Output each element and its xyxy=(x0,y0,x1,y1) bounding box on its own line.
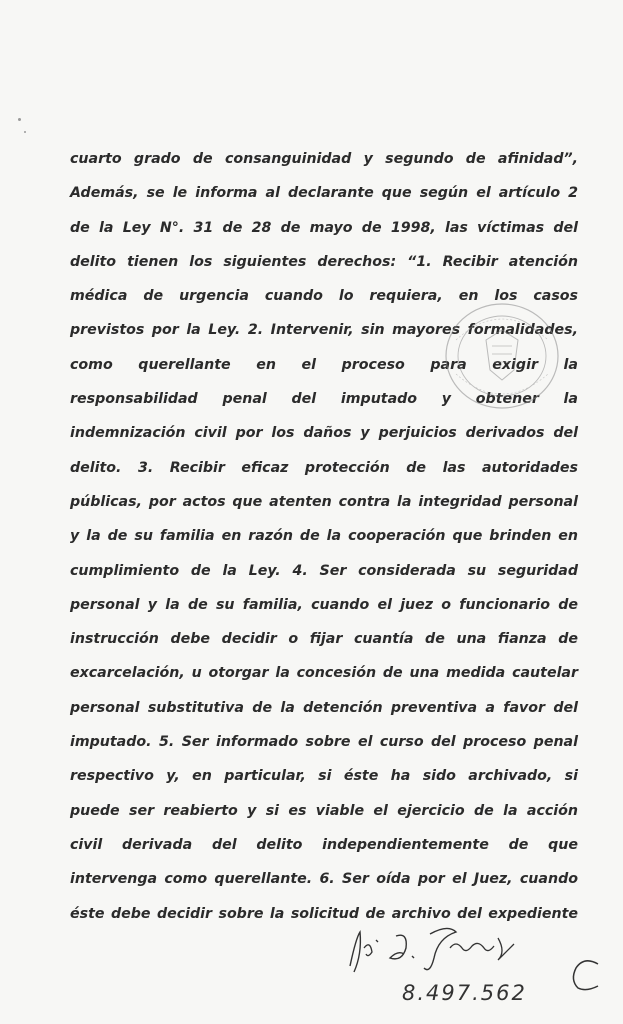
text-line: cuarto grado de consanguinidad y segundo de afinidad”, xyxy=(70,151,578,167)
signature-id-number xyxy=(400,970,560,1010)
text-line: médica de urgencia cuando lo requiera, en los casos xyxy=(70,288,578,305)
text-line: y la de su familia en razón de la cooperación que brinden en xyxy=(70,528,578,545)
svg-text:8.497.562: 8.497.562 xyxy=(402,981,527,1005)
text-line: personal y la de su familia, cuando el juez o funcionario de xyxy=(70,596,578,613)
text-line: como querellante en el proceso para exigir la xyxy=(70,356,578,373)
corner-mark-c xyxy=(560,950,610,1000)
handwritten-signature xyxy=(338,918,538,978)
text-line: personal substitutiva de la detención preventiva a favor del xyxy=(70,699,578,716)
official-seal-stamp xyxy=(442,300,562,412)
text-line: indemnización civil por los daños y perjuicios derivados del xyxy=(70,425,578,442)
scan-speck xyxy=(24,131,26,133)
text-line: Además, se le informa al declarante que según el artículo 2 xyxy=(70,185,578,202)
text-line: cumplimiento de la Ley. 4. Ser considerada su seguridad xyxy=(70,562,578,579)
text-line: instrucción debe decidir o fijar cuantía de una fianza de xyxy=(70,631,578,648)
text-line: delito. 3. Recibir eficaz protección de las autoridades xyxy=(70,459,578,476)
text-line: éste debe decidir sobre la solicitud de archivo del expediente xyxy=(70,905,578,922)
text-line: respectivo y, en particular, si éste ha sido archivado, si xyxy=(70,768,578,785)
scan-speck xyxy=(18,118,21,121)
text-line: excarcelación, u otorgar la concesión de una medida cautelar xyxy=(70,665,578,682)
text-line: de la Ley N°. 31 de 28 de mayo de 1998, las víctimas del xyxy=(70,219,578,236)
text-line: intervenga como querellante. 6. Ser oída por el Juez, cuando xyxy=(70,871,578,888)
text-line: puede ser reabierto y si es viable el ejercicio de la acción xyxy=(70,802,578,819)
document-body xyxy=(70,142,578,931)
text-line: delito tienen los siguientes derechos: “1. Recibir atención xyxy=(70,253,578,270)
text-line: previstos por la Ley. 2. Intervenir, sin mayores formalidades, xyxy=(70,322,578,339)
text-line: públicas, por actos que atenten contra la integridad personal xyxy=(70,493,578,510)
text-line: civil derivada del delito independientemente de que xyxy=(70,836,578,853)
text-line: responsabilidad penal del imputado y obtener la xyxy=(70,391,578,408)
text-line: imputado. 5. Ser informado sobre el curso del proceso penal xyxy=(70,734,578,751)
handwritten-id xyxy=(400,970,560,1010)
